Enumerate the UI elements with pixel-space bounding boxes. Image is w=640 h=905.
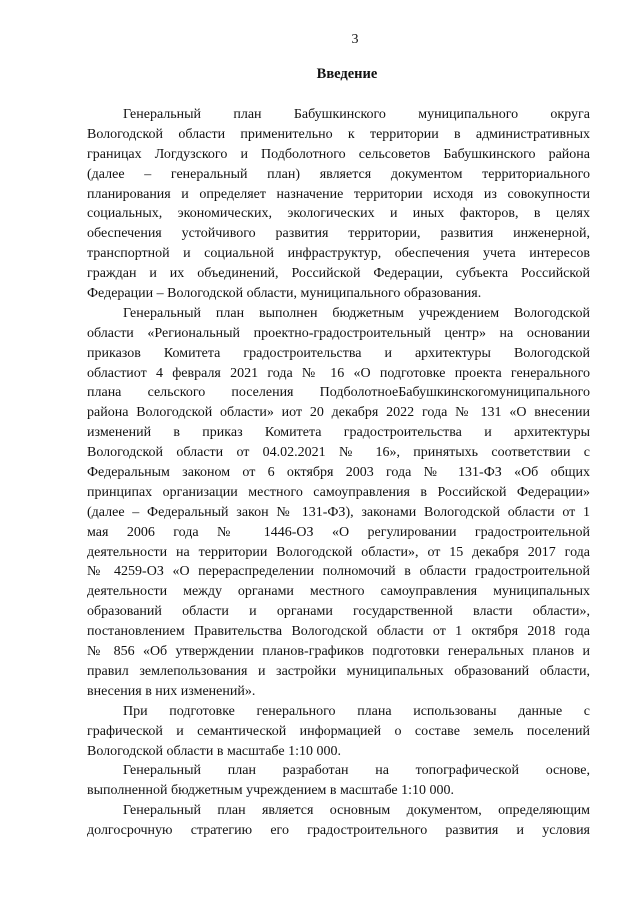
paragraph <box>87 304 590 702</box>
paragraph <box>87 702 590 762</box>
document-body <box>87 105 590 841</box>
text-line: При подготовке генерального плана использованы данные с <box>123 703 590 719</box>
text-line: района Вологодской области» иот 20 декабря 2022 года № 131 «О внесении <box>87 405 590 421</box>
text-line: плана сельского поселения ПодболотноеБабушкинскогомуниципального <box>87 385 590 401</box>
text-line: мая 2006 года № 1446-ОЗ «О регулировании градостроительной <box>87 524 590 540</box>
text-line: Федерации – Вологодской области, муниципального образования. <box>87 286 482 302</box>
text-line: образований области и органами государственной власти области», <box>87 604 590 620</box>
text-line: обеспечения устойчивого развития территории, развития инженерной, <box>87 226 590 242</box>
text-line: Вологодской области применительно к территории в административных <box>87 126 590 142</box>
text-line: Генеральный план разработан на топографической основе, <box>123 763 590 779</box>
text-line: областиот 4 февраля 2021 года № 16 «О подготовке проекта генерального <box>87 365 590 381</box>
text-line: деятельности между органами местного самоуправления муниципальных <box>87 584 590 600</box>
text-line: граждан и их объединений, Российской Федерации, субъекта Российской <box>87 266 590 282</box>
text-line: транспортной и социальной инфраструктур, обеспечения учета интересов <box>87 246 590 262</box>
text-line: постановлением Правительства Вологодской области от 1 октября 2018 года <box>87 624 590 640</box>
text-line: изменений в приказ Комитета градостроительства и архитектуры <box>87 425 590 441</box>
text-line: (далее – Федеральный закон № 131-ФЗ), законами Вологодской области от 1 <box>87 504 590 520</box>
section-title: Введение <box>316 66 378 82</box>
text-line: № 4259-ОЗ «О перераспределении полномочий в области градостроительной <box>87 564 590 580</box>
text-line: долгосрочную стратегию его градостроительного развития и условия <box>87 823 590 839</box>
text-line: Вологодской области от 04.02.2021 № 16», принятыхь соответствии с <box>87 445 590 461</box>
text-line: Вологодской области в масштабе 1:10 000. <box>87 743 341 759</box>
text-line: области «Региональный проектно-градостроительный центр» на основании <box>87 325 590 341</box>
text-line: планирования и определяет назначение территории исходя из совокупности <box>87 186 590 202</box>
text-line: деятельности на территории Вологодской области», от 15 декабря 2017 года <box>87 544 590 560</box>
text-line: границах Логдузского и Подболотного сельсоветов Бабушкинского района <box>87 146 590 162</box>
text-line: принципах организации местного самоуправления в Российской Федерации» <box>87 484 590 500</box>
text-line: приказов Комитета градостроительства и архитектуры Вологодской <box>87 345 590 361</box>
text-line: выполненной бюджетным учреждением в масштабе 1:10 000. <box>87 783 455 799</box>
text-line: графической и семантической информацией о составе земель поселений <box>87 723 590 739</box>
text-line: (далее – генеральный план) является документом территориального <box>87 166 590 182</box>
text-line: Федеральным законом от 6 октября 2003 года № 131-ФЗ «Об общих <box>87 465 590 481</box>
text-line: внесения в них изменений». <box>87 683 256 699</box>
text-line: Генеральный план выполнен бюджетным учреждением Вологодской <box>123 305 590 321</box>
paragraph <box>87 761 590 801</box>
text-line: Генеральный план Бабушкинского муниципального округа <box>123 107 590 122</box>
page-number: 3 <box>351 32 359 47</box>
text-line: Генеральный план является основным документом, определяющим <box>123 803 590 819</box>
text-line: правил землепользования и застройки муниципальных образований области, <box>87 663 590 679</box>
text-line: № 856 «Об утверждении планов-графиков подготовки генеральных планов и <box>87 644 590 660</box>
paragraph <box>87 105 590 304</box>
text-line: социальных, экономических, экологических и иных факторов, в целях <box>87 206 590 222</box>
paragraph <box>87 801 590 841</box>
